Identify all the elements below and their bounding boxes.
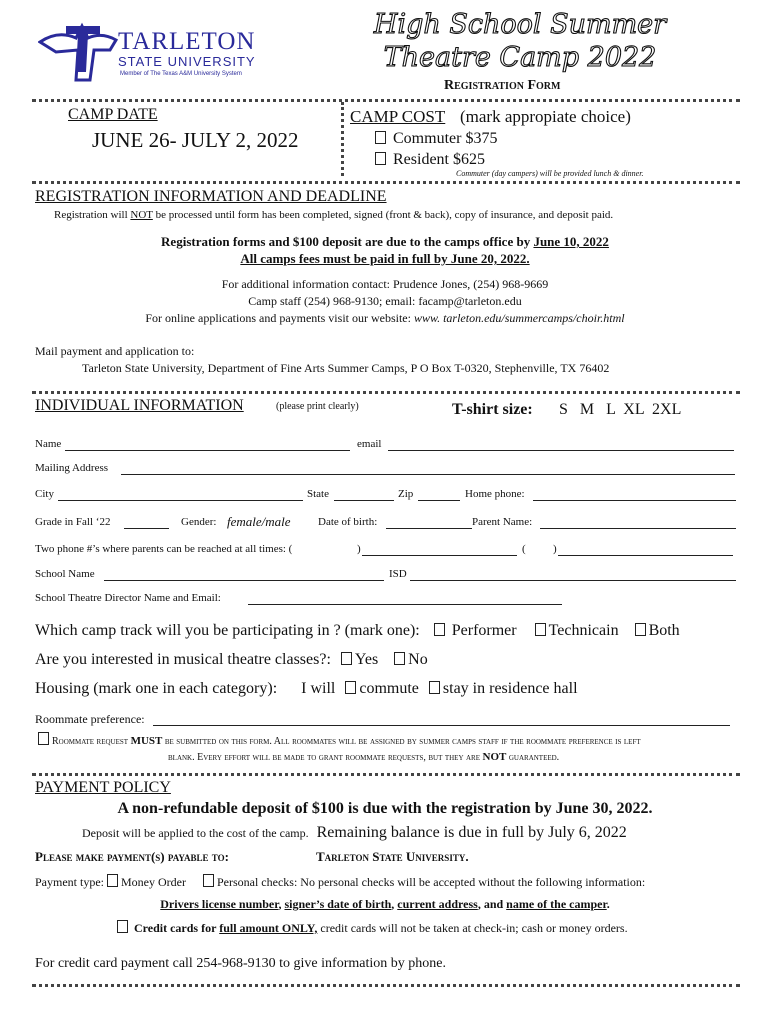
logo-name: TARLETON — [118, 28, 256, 55]
housing-question — [35, 680, 578, 698]
state-label: State — [307, 488, 329, 500]
form-title — [370, 8, 670, 74]
credit-card-policy — [117, 920, 628, 936]
credit-card-checkbox[interactable] — [117, 920, 128, 933]
roommate-note-checkbox[interactable] — [38, 732, 49, 745]
parent-name-label: Parent Name: — [472, 516, 533, 528]
school-name-field[interactable] — [104, 580, 384, 581]
musical-question — [35, 651, 428, 669]
personal-check-option[interactable] — [203, 875, 645, 889]
dob-field[interactable] — [386, 528, 472, 529]
camp-cost-note: (mark appropiate choice) — [460, 107, 631, 126]
roommate-note-2 — [168, 751, 559, 763]
deposit-policy: A non-refundable deposit of $100 is due with the registration by June 30, 2022. — [117, 800, 653, 817]
phone-2-close-paren: ) — [553, 543, 557, 555]
technician-checkbox[interactable] — [535, 623, 546, 636]
roommate-note-text-3: blank. Every effort will be made to grant roommate requests, but they are — [168, 752, 483, 763]
personal-check-label: Personal checks: No personal checks will be accepted without the following information: — [216, 875, 646, 889]
musical-no-option[interactable] — [394, 651, 428, 668]
technician-label: Technicain — [548, 622, 619, 639]
performer-label: Performer — [451, 622, 517, 639]
mail-label: Mail payment and application to: — [35, 344, 195, 358]
gender-label: Gender: — [181, 516, 217, 528]
parent-phones-label: Two phone #’s where parents can be reached at all times: ( — [35, 543, 293, 555]
roommate-note-text-2: be submitted on this form. All roommates will be assigned by summer camps staff if the roommate preference is left — [162, 736, 641, 747]
registration-not: NOT — [130, 209, 153, 221]
commuter-checkbox[interactable] — [375, 131, 386, 144]
isd-field[interactable] — [410, 580, 736, 581]
roommate-note-1 — [38, 732, 641, 747]
state-field[interactable] — [334, 500, 394, 501]
phone-2-field[interactable] — [558, 555, 733, 556]
musical-yes-option[interactable] — [341, 651, 378, 668]
contact-info: For additional information contact: Prudence Jones, (254) 968-9669 — [221, 277, 549, 291]
zip-field[interactable] — [418, 500, 460, 501]
roommate-note-text-4: guaranteed. — [506, 752, 560, 763]
yes-checkbox[interactable] — [341, 652, 352, 665]
commuter-option[interactable] — [375, 130, 497, 148]
mailing-label: Mailing Address — [35, 462, 109, 474]
requirement-address: current address — [397, 897, 478, 911]
camp-date-value: JUNE 26- JULY 2, 2022 — [92, 128, 299, 152]
check-requirements: Drivers license number, signer’s date of birth, current address, and name of the camper. — [160, 897, 610, 911]
tarleton-t-emblem — [38, 22, 120, 84]
phone-1-field[interactable] — [362, 555, 517, 556]
dob-label: Date of birth: — [318, 516, 378, 528]
registration-text: Registration will — [54, 209, 131, 221]
i-will-label: I will — [301, 680, 336, 697]
grade-label: Grade in Fall ‘22 — [35, 516, 111, 528]
camp-date-label: CAMP DATE — [68, 106, 158, 123]
payment-type-label: Payment type: — [35, 875, 104, 889]
phone-payment: For credit card payment call 254-968-9130 to give information by phone. — [35, 956, 446, 971]
deadline-2: All camps fees must be paid in full by June 20, 2022. — [240, 251, 530, 266]
resident-option[interactable] — [375, 151, 485, 169]
phone-1-close-paren: ) — [357, 543, 361, 555]
home-phone-field[interactable] — [533, 500, 736, 501]
stay-checkbox[interactable] — [429, 681, 440, 694]
tshirt-sizes[interactable]: S M L XL 2XL — [559, 401, 682, 418]
tshirt-label: T-shirt size: — [452, 401, 533, 418]
deadline-1 — [0, 234, 770, 250]
registration-heading: REGISTRATION INFORMATION AND DEADLINE — [35, 188, 387, 205]
tarleton-logo — [38, 22, 278, 84]
balance-due: Remaining balance is due in full by July 6, 2022 — [316, 824, 627, 841]
commute-option[interactable] — [345, 680, 419, 697]
requirement-license: Drivers license number — [160, 897, 279, 911]
stay-option[interactable] — [429, 680, 578, 697]
online-info — [0, 311, 770, 326]
parent-name-field[interactable] — [540, 528, 736, 529]
gender-value[interactable]: female/male — [227, 514, 291, 529]
logo-subname: STATE UNIVERSITY — [118, 54, 256, 69]
mail-address: Tarleton State University, Department of Fine Arts Summer Camps, P O Box T-0320, Stephenville, TX 76402 — [82, 361, 610, 375]
requirement-and: , and — [477, 897, 507, 911]
director-label: School Theatre Director Name and Email: — [35, 592, 221, 604]
logo-member: Member of The Texas A&M University System — [120, 71, 242, 77]
school-name-label: School Name — [35, 568, 95, 580]
money-order-option[interactable] — [107, 875, 186, 889]
deadline-1-text: Registration forms and $100 deposit are due to the camps office by — [161, 234, 534, 249]
commute-checkbox[interactable] — [345, 681, 356, 694]
individual-heading: INDIVIDUAL INFORMATION — [35, 397, 244, 414]
title-line-2: Theatre Camp 2022 — [383, 42, 657, 73]
credit-card-rest: credit cards will not be taken at check-in; cash or money orders. — [317, 921, 628, 935]
city-field[interactable] — [58, 500, 303, 501]
isd-label: ISD — [389, 568, 407, 580]
roommate-label: Roommate preference: — [35, 712, 145, 726]
track-technician-option[interactable] — [535, 622, 619, 639]
registration-form-label: Registration Form — [444, 78, 561, 93]
stay-label: stay in residence hall — [442, 680, 578, 697]
divider — [32, 773, 740, 776]
resident-checkbox[interactable] — [375, 152, 386, 165]
both-checkbox[interactable] — [635, 623, 646, 636]
website-link[interactable]: www. tarleton.edu/summercamps/choir.html — [413, 311, 625, 325]
mailing-address-field[interactable] — [121, 474, 735, 475]
deadline-1-date: June 10, 2022 — [533, 234, 609, 249]
email-field[interactable] — [388, 450, 734, 451]
online-text: For online applications and payments visit our website: — [145, 311, 414, 325]
camp-cost-label: CAMP COST — [350, 107, 446, 126]
resident-option-label: Resident $625 — [393, 151, 485, 168]
requirement-camper-name: name of the camper — [506, 897, 607, 911]
title-line-1: High School Summer — [373, 9, 667, 40]
roommate-field[interactable] — [153, 725, 730, 726]
personal-check-checkbox[interactable] — [203, 874, 214, 887]
zip-label: Zip — [398, 488, 414, 500]
requirement-dob: signer’s date of birth — [284, 897, 392, 911]
roommate-note-text: Roommate request — [52, 736, 131, 747]
registration-text-end: be processed until form has been completed, signed (front & back), copy of insurance, and deposit paid. — [152, 209, 614, 221]
credit-card-text: Credit cards for — [134, 921, 220, 935]
deposit-applied — [82, 824, 627, 842]
roommate-must: MUST — [130, 735, 163, 747]
both-label: Both — [648, 622, 680, 639]
divider — [32, 984, 740, 987]
money-order-checkbox[interactable] — [107, 874, 118, 887]
registration-requirements — [54, 209, 613, 221]
credit-card-full: full amount ONLY, — [219, 921, 318, 935]
camp-cost-footnote: Commuter (day campers) will be provided lunch & dinner. — [456, 169, 644, 178]
staff-info: Camp staff (254) 968-9130; email: facamp@tarleton.edu — [248, 294, 522, 308]
track-question-text: Which camp track will you be participating in ? (mark one): — [35, 622, 420, 639]
commute-label: commute — [359, 680, 419, 697]
track-question — [35, 622, 680, 640]
payment-type — [35, 874, 645, 890]
payable-label: Please make payment(s) payable to: — [35, 849, 229, 864]
name-label: Name — [35, 438, 62, 450]
money-order-label: Money Order — [121, 875, 186, 889]
payable-to: Tarleton State University. — [316, 849, 469, 864]
divider — [32, 99, 740, 102]
divider — [32, 391, 740, 394]
performer-checkbox[interactable] — [434, 623, 445, 636]
director-field[interactable] — [248, 604, 562, 605]
name-field[interactable] — [65, 450, 350, 451]
track-performer-option[interactable] — [434, 622, 517, 639]
deposit-applied-text: Deposit will be applied to the cost of the camp. — [82, 826, 309, 840]
housing-question-text: Housing (mark one in each category): — [35, 680, 278, 697]
phone-2-open-paren: ( — [522, 543, 526, 555]
roommate-not: NOT — [482, 751, 507, 763]
payment-heading: PAYMENT POLICY — [35, 779, 171, 796]
vertical-divider — [341, 102, 344, 176]
yes-label: Yes — [354, 651, 379, 668]
divider — [32, 181, 740, 184]
no-label: No — [408, 651, 428, 668]
email-label: email — [357, 438, 382, 450]
grade-field[interactable] — [124, 528, 169, 529]
track-both-option[interactable] — [635, 622, 680, 639]
home-phone-label: Home phone: — [465, 488, 525, 500]
print-note: (please print clearly) — [276, 401, 359, 412]
city-label: City — [35, 488, 54, 500]
no-checkbox[interactable] — [394, 652, 405, 665]
musical-question-text: Are you interested in musical theatre classes?: — [35, 651, 331, 668]
commuter-option-label: Commuter $375 — [393, 130, 498, 147]
